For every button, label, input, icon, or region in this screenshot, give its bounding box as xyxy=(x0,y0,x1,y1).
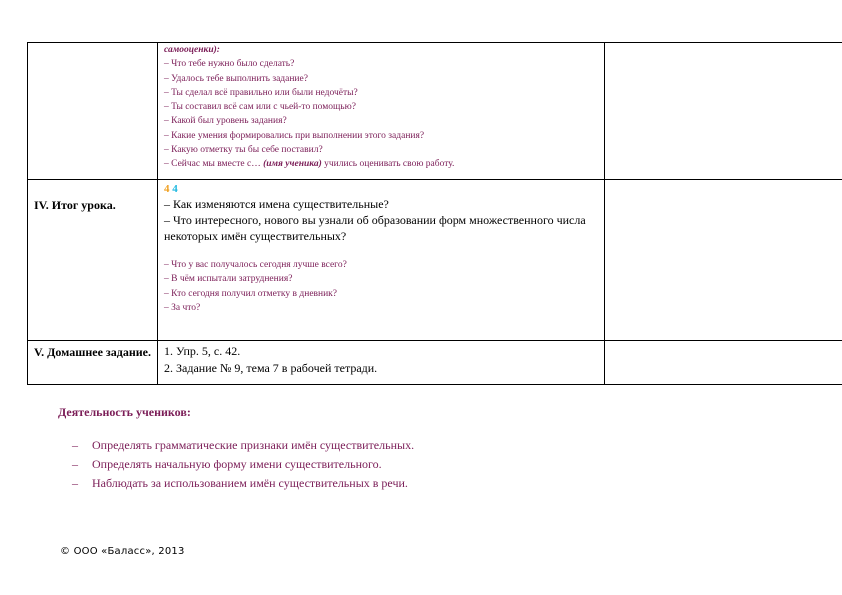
notes-cell xyxy=(605,180,842,341)
question-line: – Какой был уровень задания? xyxy=(164,116,287,127)
question-line: – Как изменяются имена существительные? xyxy=(164,197,389,211)
table-row xyxy=(28,43,842,180)
notes-cell xyxy=(605,43,842,180)
table-row xyxy=(28,341,842,385)
bullet: – xyxy=(72,438,78,452)
stage-cell xyxy=(28,180,158,341)
list-item: – Определять начальную форму имени существительного. xyxy=(72,457,382,471)
question-line: – Удалось тебе выполнить задание? xyxy=(164,73,308,84)
lesson-table xyxy=(27,42,842,385)
activity-list xyxy=(72,436,414,493)
question-line: – В чём испытали затруднения? xyxy=(164,274,293,285)
activity-title: Деятельность учеников: xyxy=(58,405,191,419)
homework-item: 1. Упр. 5, с. 42. xyxy=(164,344,241,358)
self-assessment-head: самооценки): xyxy=(164,45,220,55)
question-line: – Какие умения формировались при выполнении этого задания? xyxy=(164,130,425,141)
bullet: – xyxy=(72,457,78,471)
bullet: – xyxy=(72,476,78,490)
stage-cell xyxy=(28,341,158,385)
question-line: – Что у вас получалось сегодня лучше всего? xyxy=(164,260,347,270)
question-line: – Ты сделал всё правильно или были недочёты? xyxy=(164,87,358,98)
content-cell xyxy=(158,341,605,385)
question-line: – За что? xyxy=(164,302,201,313)
notes-cell xyxy=(605,341,842,385)
list-item: – Определять грамматические признаки имён существительных. xyxy=(72,438,415,452)
stage-title: V. Домашнее задание. xyxy=(34,345,151,359)
stage-title: IV. Итог урока. xyxy=(34,198,116,212)
slide-numbers: 4 4 xyxy=(164,183,178,195)
question-line: – Кто сегодня получил отметку в дневник? xyxy=(164,288,338,299)
copyright-footer: © ООО «Баласс», 2013 xyxy=(60,546,185,557)
table-row xyxy=(28,180,842,341)
homework-item: 2. Задание № 9, тема 7 в рабочей тетради. xyxy=(164,361,378,375)
question-line: – Какую отметку ты бы себе поставил? xyxy=(164,145,323,156)
content-cell xyxy=(158,180,605,341)
self-assessment-block xyxy=(158,43,604,172)
stage-cell xyxy=(28,43,158,180)
list-item: – Наблюдать за использованием имён существительных в речи. xyxy=(72,476,408,490)
question-line: – Сейчас мы вместе с… (имя ученика) учились оценивать свою работу. xyxy=(164,159,455,170)
content-cell xyxy=(158,43,605,180)
student-name-placeholder: (имя ученика) xyxy=(263,159,322,170)
question-line: – Что интересного, нового вы узнали об образовании форм множественного числа некоторых имён существительных? xyxy=(164,213,586,243)
question-line: – Что тебе нужно было сделать? xyxy=(164,59,295,70)
question-line: – Ты составил всё сам или с чьей-то помощью? xyxy=(164,102,356,113)
